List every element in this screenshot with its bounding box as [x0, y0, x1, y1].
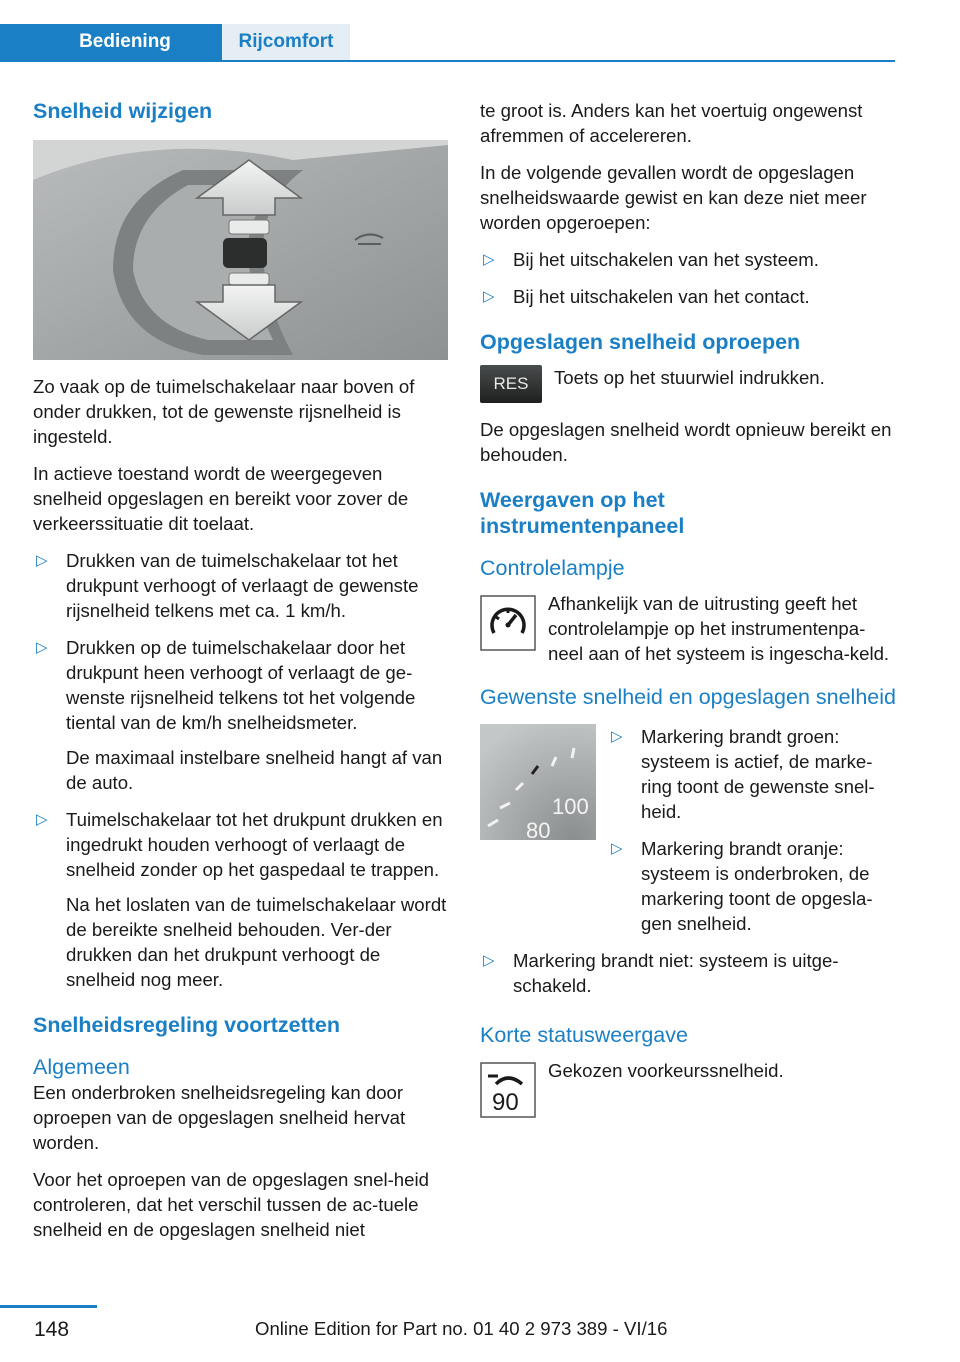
list-item: ▷ Bij het uitschakelen van het contact.: [483, 286, 810, 307]
triangle-bullet-icon: ▷: [611, 840, 623, 857]
heading-algemeen: Algemeen: [33, 1055, 130, 1079]
bullet-list-markering: [608, 724, 897, 936]
paragraph-oproepen-controle: Voor het oproepen van de opgeslagen snel‐heid controleren, dat het verschil tussen de ac‐tuele snelheid en de opgeslagen snelheid niet: [33, 1169, 429, 1240]
controlelampje-text: Afhankelijk van de uitrusting geeft het controlelampje op het instrumentenpa‐neel aan of het systeem is ingescha‐keld.: [548, 593, 890, 664]
triangle-bullet-icon: ▷: [36, 552, 48, 569]
paragraph-gevallen: In de volgende gevallen wordt de opgeslagen snelheidswaarde gewist en kan deze niet meer worden opgeroepen:: [480, 162, 867, 233]
triangle-bullet-icon: ▷: [36, 639, 48, 656]
page-number: 148: [34, 1318, 70, 1341]
res-button-icon: RES: [480, 365, 542, 403]
triangle-bullet-icon: ▷: [483, 251, 495, 268]
list-item: ▷ Drukken op de tuimelschakelaar door het drukpunt heen verhoogt of verlaagt de ge‐wenste rijsnelheid telkens tot het volgende tiental van de km/h snelheidsmeter. De maximaal instelbare snelheid hangt af van de auto.: [33, 635, 448, 795]
tab-rijcomfort[interactable]: Rijcomfort: [222, 24, 350, 60]
heading-voortzetten: Snelheidsregeling voortzetten: [33, 1013, 341, 1037]
triangle-bullet-icon: ▷: [483, 952, 495, 969]
gauge-label-80: 80: [526, 818, 551, 840]
status-value: 90: [492, 1089, 519, 1116]
list-item: ▷ Markering brandt niet: systeem is uitge‐schakeld.: [483, 950, 839, 996]
res-row: [480, 365, 897, 403]
speed-status-icon: [480, 1062, 536, 1118]
heading-gewenste-snelheid: Gewenste snelheid en opgeslagen snelheid: [480, 685, 896, 709]
list-item: ▷ Markering brandt groen: systeem is actief, de marke‐ring toont de gewenste snel‐heid.: [611, 726, 875, 822]
paragraph-actieve-toestand: In actieve toestand wordt de weergegeven snelheid opgeslagen en bereikt voor zover de verkeerssituatie dit toelaat.: [33, 463, 409, 534]
list-item: ▷ Drukken van de tuimelschakelaar tot het drukpunt verhoogt of verlaagt de gewenste rijsnelheid telkens met ca. 1 km/h.: [36, 550, 419, 621]
left-column: [33, 98, 448, 1254]
right-column: [480, 98, 897, 1132]
steering-wheel-rocker-illustration: [33, 140, 448, 360]
tab-bediening[interactable]: Bediening: [0, 24, 222, 60]
triangle-bullet-icon: ▷: [483, 288, 495, 305]
list-item: ▷ Markering brandt oranje: systeem is onderbroken, de markering toont de opgesla‐gen snelheid.: [611, 838, 873, 934]
paragraph-continued: te groot is. Anders kan het voertuig ongewenst afremmen of accelereren.: [480, 100, 863, 146]
gauge-label-100: 100: [552, 794, 589, 819]
footer-rule: [0, 1305, 97, 1308]
speedometer-gauge-illustration: [480, 724, 596, 840]
cruise-control-indicator-icon: [480, 595, 536, 651]
triangle-bullet-icon: ▷: [36, 811, 48, 828]
res-instruction: Toets op het stuurwiel indrukken.: [554, 367, 825, 388]
heading-weergaven: Weergaven op het instrumentenpaneel: [480, 488, 685, 538]
paragraph-onderbroken: Een onderbroken snelheidsregeling kan door oproepen van de opgeslagen snelheid hervat worden.: [33, 1082, 406, 1153]
heading-oproepen: Opgeslagen snelheid oproepen: [480, 330, 801, 354]
status-row: [480, 1058, 897, 1118]
heading-snelheid-wijzigen: Snelheid wijzigen: [33, 99, 213, 123]
footer-edition: Online Edition for Part no. 01 40 2 973 389 - VI/16: [255, 1318, 668, 1339]
heading-korte-statusweergave: Korte statusweergave: [480, 1023, 688, 1047]
status-text: Gekozen voorkeurssnelheid.: [548, 1060, 784, 1081]
bullet-list-niet: [480, 948, 897, 998]
list-item-note: De maximaal instelbare snelheid hangt af van de auto.: [66, 747, 443, 793]
bullet-list-snelheid: [33, 548, 448, 992]
list-item-note: Na het loslaten van de tuimelschakelaar wordt de bereikte snelheid behouden. Ver‐der drukken dan het drukpunt verhoogt de snelheid nog meer.: [66, 894, 447, 990]
paragraph-tuimelschakelaar: Zo vaak op de tuimelschakelaar naar boven of onder drukken, tot de gewenste rijsnelheid is ingesteld.: [33, 376, 415, 447]
list-item: ▷ Tuimelschakelaar tot het drukpunt drukken en ingedrukt houden verhoogt of verlaagt de snelheid zonder op het gaspedaal te trappen. Na het loslaten van de tuimelschakelaar wordt de bereikte snelheid behouden. Ver‐der drukken dan het drukpunt verhoogt de snelheid nog meer.: [36, 809, 447, 990]
bullet-list-gevallen: [480, 247, 897, 309]
paragraph-opnieuw-bereikt: De opgeslagen snelheid wordt opnieuw bereikt en behouden.: [480, 419, 892, 465]
heading-controlelampje: Controlelampje: [480, 556, 625, 580]
triangle-bullet-icon: ▷: [611, 728, 623, 745]
gauge-block: [480, 724, 897, 936]
controlelampje-block: [480, 591, 897, 666]
list-item: ▷ Bij het uitschakelen van het systeem.: [483, 249, 819, 270]
header-tabbar: [0, 24, 895, 62]
